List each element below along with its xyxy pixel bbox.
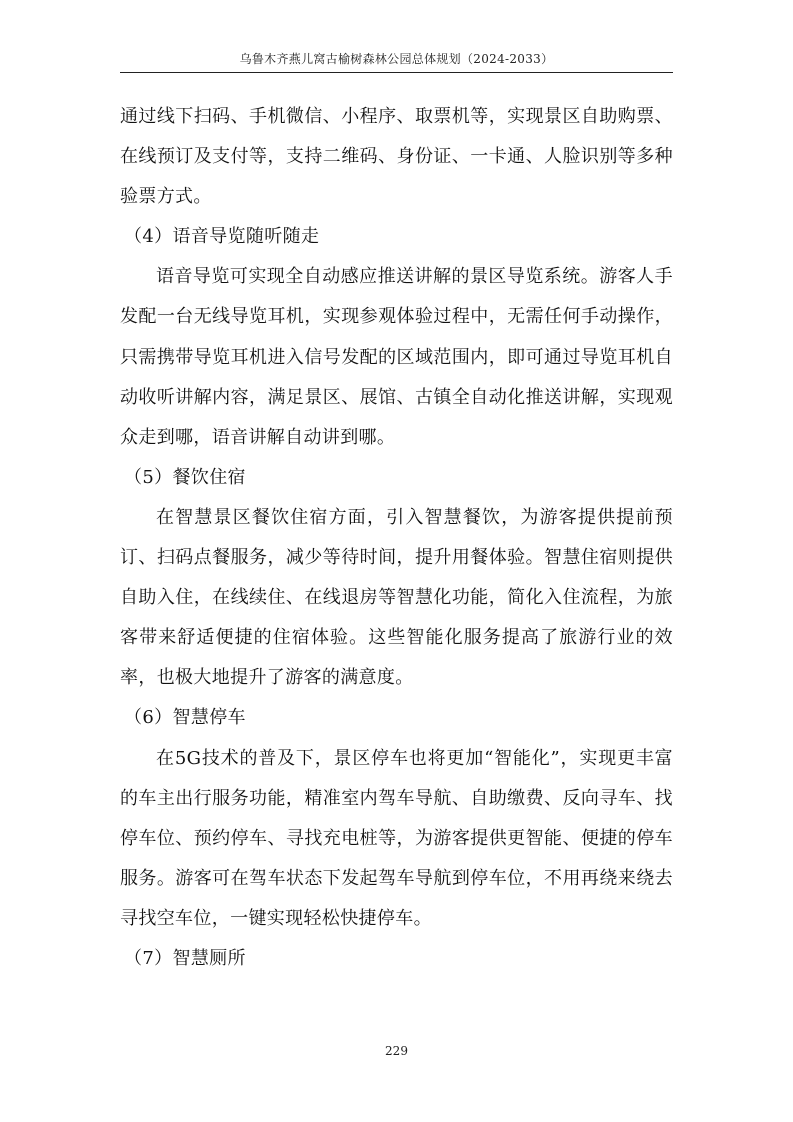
paragraph-audio-guide: 语音导览可实现全自动感应推送讲解的景区导览系统。游客人手发配一台无线导览耳机，实现参观体验过程中，无需任何手动操作，只需携带导览耳机进入信号发配的区域范围内，即可通过导览耳机自动收听讲解内容，满足景区、展馆、古镇全自动化推送讲解，实现观众走到哪，语音讲解自动讲到哪。 xyxy=(120,266,673,448)
section-heading-dining-lodging: （5）餐饮住宿 xyxy=(124,466,246,488)
section-heading-smart-toilet: （7）智慧厕所 xyxy=(124,947,246,969)
running-header: 乌鲁木齐燕儿窝古榆树森林公园总体规划（2024-2033） xyxy=(239,52,554,66)
body-text xyxy=(120,97,673,979)
section-heading-smart-parking: （6）智慧停车 xyxy=(124,707,246,729)
page-number: 229 xyxy=(385,1044,408,1058)
paragraph-ticketing: 通过线下扫码、手机微信、小程序、取票机等，实现景区自助购票、在线预订及支付等，支持二维码、身份证、一卡通、人脸识别等多种验票方式。 xyxy=(120,106,673,208)
paragraph-smart-parking: 在5G技术的普及下，景区停车也将更加“智能化”，实现更丰富的车主出行服务功能，精准室内驾车导航、自助缴费、反向寻车、找停车位、预约停车、寻找充电桩等，为游客提供更智能、便捷的停车服务。游客可在驾车状态下发起驾车导航到停车位，不用再绕来绕去寻找空车位，一键实现轻松快捷停车。 xyxy=(120,747,673,929)
section-heading-audio-guide: （4）语音导览随听随走 xyxy=(124,226,320,248)
paragraph-dining-lodging: 在智慧景区餐饮住宿方面，引入智慧餐饮，为游客提供提前预订、扫码点餐服务，减少等待时间，提升用餐体验。智慧住宿则提供自助入住，在线续住、在线退房等智慧化功能，简化入住流程，为旅客带来舒适便捷的住宿体验。这些智能化服务提高了旅游行业的效率，也极大地提升了游客的满意度。 xyxy=(120,506,673,689)
header-rule xyxy=(120,72,673,73)
